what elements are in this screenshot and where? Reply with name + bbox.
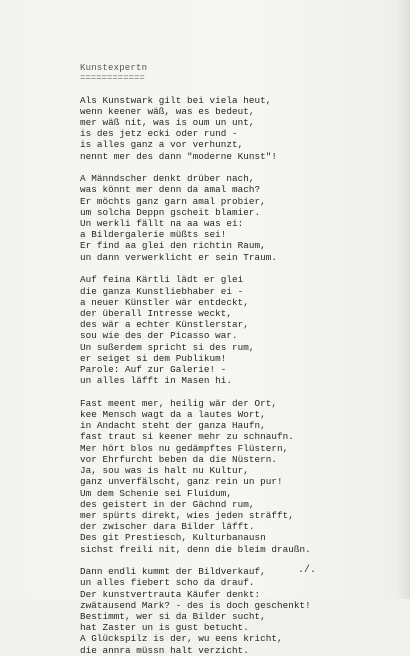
poem-line: in Andacht steht der ganza Haufn, <box>80 420 266 432</box>
poem-line: Parole: Auf zur Galerie! - <box>80 363 227 375</box>
poem-line: fast traut si keener mehr zu schnaufn. <box>80 431 294 443</box>
stanza <box>80 566 400 656</box>
poem-line: mer spürts direkt, wies jeden sträfft, <box>80 509 294 521</box>
poem-line: des wär a echter Künstlerstar, <box>80 319 249 331</box>
poem-line: sou wie des der Picasso war. <box>80 330 238 342</box>
poem-line: Un sußerdem spricht si des rum, <box>80 341 255 353</box>
poem-line: un dann verwerklicht er sein Traum. <box>80 251 278 263</box>
stanza <box>80 398 400 555</box>
poem-line: un alles läfft in Masen hi. <box>80 375 232 387</box>
poem-line: Auf feina Kärtli lädt er glei <box>80 274 244 286</box>
poem-line: Der kunstvertrauta Käufer denkt: <box>80 588 261 600</box>
poem-line: der überall Intresse weckt, <box>80 307 232 319</box>
poem-line: Mer hört blos nu gedämpftes Flüstern, <box>80 442 289 454</box>
poem-line: mer wäß nit, was is oum un unt, <box>80 116 255 128</box>
poem-line: wenn keener wäß, was es bedeut, <box>80 105 255 117</box>
poem-line: ganz unverfälscht, ganz rein un pur! <box>80 476 283 488</box>
stanza-list <box>80 95 400 656</box>
stanza <box>80 173 400 263</box>
poem-line: kee Mensch wagt da a lautes Wort, <box>80 409 266 421</box>
poem-line: er seiget si dem Publikum! <box>80 352 227 364</box>
poem-line: Er find aa glei den richtin Raum, <box>80 240 266 252</box>
poem-line: um solcha Deppn gscheit blamier. <box>80 206 261 218</box>
poem-line: Bestimmt, wer si da Bilder sucht, <box>80 611 266 623</box>
title-underline: ============ <box>80 73 145 83</box>
page-continuation-mark: ./. <box>298 565 317 576</box>
poem-line: Fast meent mer, heilig wär der Ort, <box>80 397 278 409</box>
poem-line: Un werkli fällt na aa was ei: <box>80 218 244 230</box>
poem-line: nennt mer des dann "moderne Kunst"! <box>80 150 278 162</box>
poem-line: Als Kunstwark gilt bei viela heut, <box>80 94 272 106</box>
poem-line: der zwischer dara Bilder läfft. <box>80 521 255 533</box>
poem-line: a neuer Künstler wär entdeckt, <box>80 296 249 308</box>
poem-line: was könnt mer denn da amal mach? <box>80 184 261 196</box>
poem-line: zwätausend Mark? - des is doch geschenkt! <box>80 599 311 611</box>
poem-line: Ja, sou was is halt nu Kultur, <box>80 465 249 477</box>
poem-line: die annra müssn halt verzicht. <box>80 644 249 656</box>
poem-line: die ganza Kunstliebhaber ei - <box>80 285 244 297</box>
stanza <box>80 95 400 162</box>
poem-line: Dann endli kummt der Bildverkauf, <box>80 566 266 578</box>
poem-line: A Glückspilz is der, wu eens kricht, <box>80 633 283 645</box>
poem-line: is des jetz ecki oder rund - <box>80 128 238 140</box>
poem-line: Des git Prestiesch, Kulturbanausn <box>80 532 266 544</box>
poem-line: Er möchts ganz garn amal probier, <box>80 195 266 207</box>
poem <box>80 63 400 656</box>
poem-line: sichst freili nit, denn die bleim draußn. <box>80 543 311 555</box>
poem-line: un alles fiebert scho da drauf. <box>80 577 255 589</box>
poem-line: A Männdscher denkt drüber nach, <box>80 173 255 185</box>
poem-line: vor Ehrfurcht beben da die Nüstern. <box>80 453 278 465</box>
poem-line: des geistert in der Gächnd rum, <box>80 498 255 510</box>
poem-line: Um dem Schenie sei Fluidum, <box>80 487 232 499</box>
poem-line: hat Zaster un is gust betucht. <box>80 622 249 634</box>
poem-title: Kunstexpertn <box>80 63 148 73</box>
poem-line: is alles ganz a vor verhunzt, <box>80 139 244 151</box>
poem-line: a Bildergalerie müßts sei! <box>80 229 227 241</box>
stanza <box>80 274 400 386</box>
